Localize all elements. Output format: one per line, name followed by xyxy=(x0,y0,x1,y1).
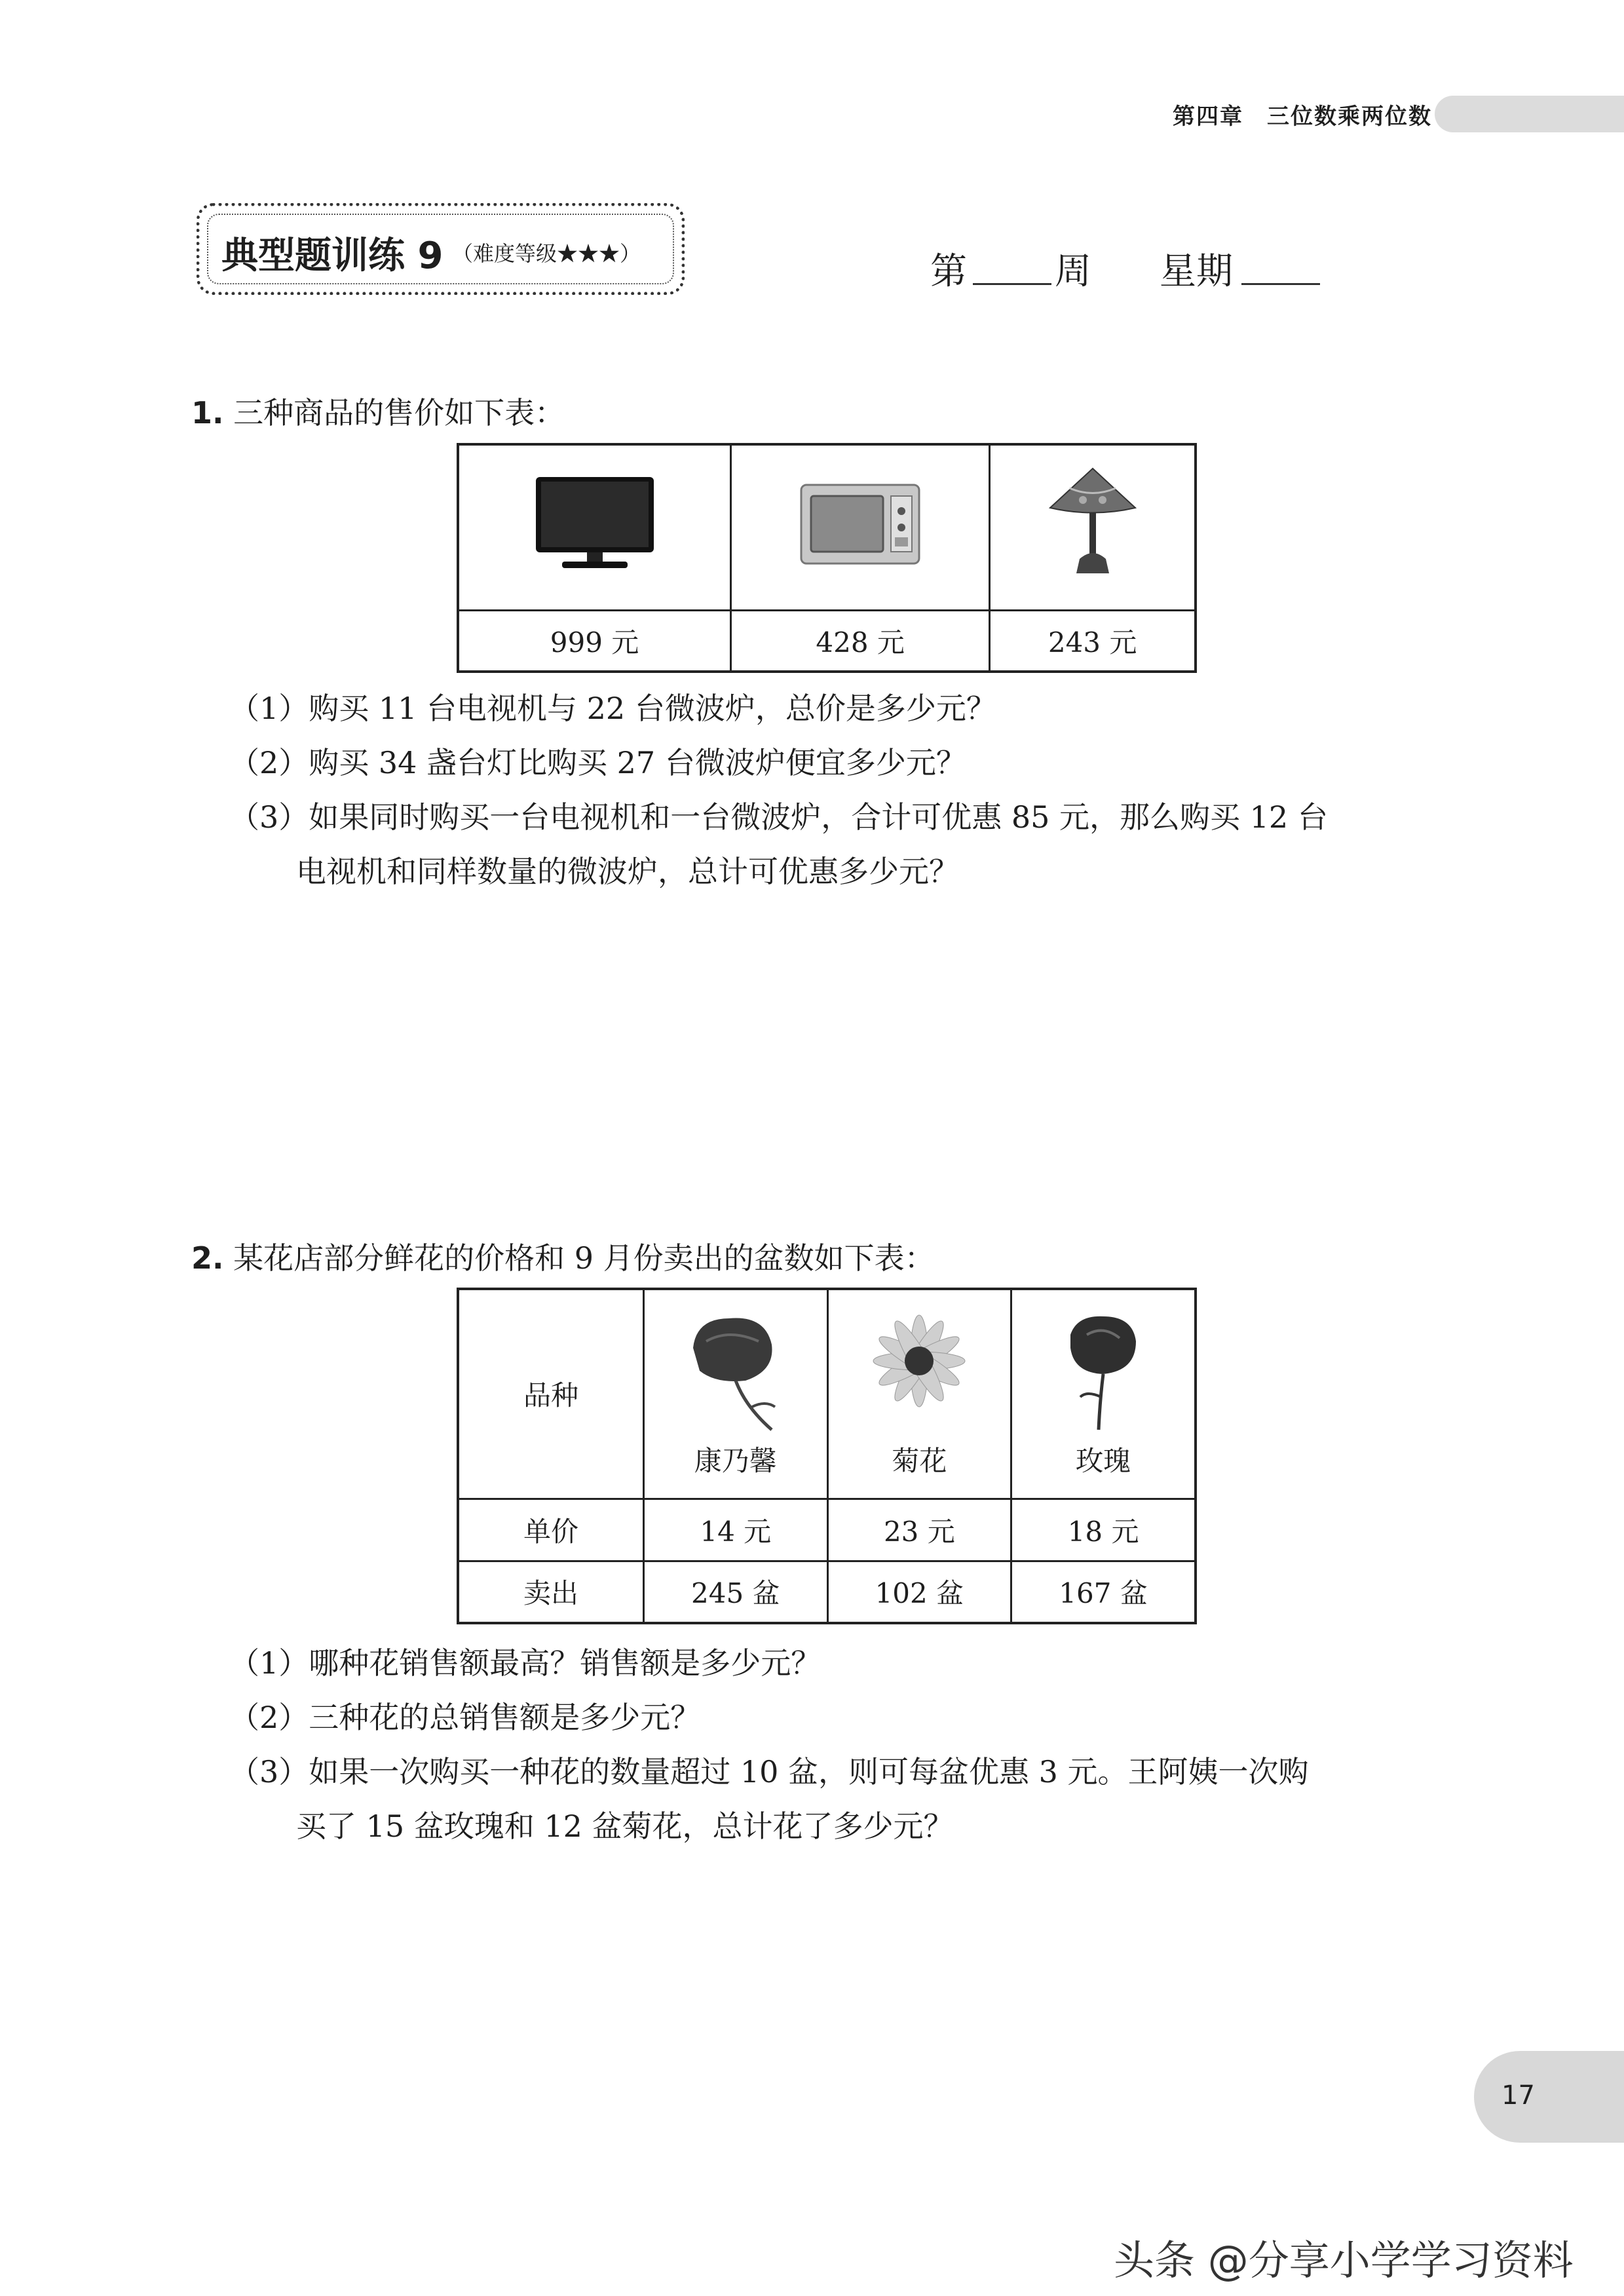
flowers-table xyxy=(457,1288,1197,1624)
variety-header: 品种 xyxy=(458,1289,644,1499)
sold-label: 卖出 xyxy=(458,1561,644,1623)
tv-cell xyxy=(458,444,731,611)
carnation-cell xyxy=(644,1289,828,1499)
lamp-price: 243 元 xyxy=(990,611,1196,672)
page-title: 典型题训练 9 xyxy=(221,235,444,277)
question-2-sub-2: （2）三种花的总销售额是多少元？ xyxy=(229,1700,701,1735)
week-blank[interactable] xyxy=(973,242,1051,285)
watermark: 头条 @分享小学学习资料 xyxy=(1114,2236,1574,2284)
tv-icon xyxy=(529,472,660,577)
question-1-sub-1: （1）购买 11 台电视机与 22 台微波炉，总价是多少元？ xyxy=(229,691,996,726)
week-suffix: 周 xyxy=(1055,250,1091,293)
chrysanthemum-name: 菊花 xyxy=(892,1445,947,1478)
lamp-cell xyxy=(990,444,1196,611)
question-1 xyxy=(191,389,565,432)
question-2-sub-3-cont: 买了 15 盆玫瑰和 12 盆菊花，总计花了多少元？ xyxy=(296,1808,954,1844)
page-number-tab xyxy=(1474,2051,1624,2143)
question-1-sub-2: （2）购买 34 盏台灯比购买 27 台微波炉便宜多少元？ xyxy=(229,745,966,780)
microwave-cell xyxy=(731,444,990,611)
week-prefix: 第 xyxy=(930,250,967,293)
rose-name: 玫瑰 xyxy=(1076,1445,1131,1478)
tv-price: 999 元 xyxy=(458,611,731,672)
chrysanthemum-icon xyxy=(863,1309,975,1433)
rose-cell xyxy=(1011,1289,1196,1499)
carnation-icon xyxy=(680,1309,791,1433)
weekday-blank[interactable] xyxy=(1241,242,1320,285)
question-1-number: 1. xyxy=(191,395,224,430)
chrysanthemum-sold: 102 盆 xyxy=(827,1561,1011,1623)
rose-icon xyxy=(1048,1309,1159,1433)
carnation-price: 14 元 xyxy=(644,1499,828,1561)
question-1-text: 三种商品的售价如下表： xyxy=(233,395,565,430)
chrysanthemum-price: 23 元 xyxy=(827,1499,1011,1561)
weekday-label: 星期 xyxy=(1160,250,1233,293)
unit-price-label: 单价 xyxy=(458,1499,644,1561)
question-1-sub-3: （3）如果同时购买一台电视机和一台微波炉，合计可优惠 85 元，那么购买 12 台 xyxy=(229,799,1328,835)
question-2-sub-3: （3）如果一次购买一种花的数量超过 10 盆，则可每盆优惠 3 元。王阿姨一次购 xyxy=(229,1754,1309,1789)
question-1-sub-3-cont: 电视机和同样数量的微波炉，总计可优惠多少元？ xyxy=(296,854,959,889)
question-2-sub-1: （1）哪种花销售额最高？销售额是多少元？ xyxy=(229,1645,821,1681)
question-2 xyxy=(191,1234,935,1278)
chrysanthemum-cell xyxy=(827,1289,1011,1499)
microwave-price: 428 元 xyxy=(731,611,990,672)
carnation-name: 康乃馨 xyxy=(694,1445,777,1478)
question-2-number: 2. xyxy=(191,1240,224,1276)
chapter-tab xyxy=(1435,96,1624,132)
chapter-header: 第四章 三位数乘两位数 xyxy=(1173,104,1432,130)
carnation-sold: 245 盆 xyxy=(644,1561,828,1623)
page-number: 17 xyxy=(1501,2080,1535,2111)
rose-price: 18 元 xyxy=(1011,1499,1196,1561)
rose-sold: 167 盆 xyxy=(1011,1561,1196,1623)
lamp-icon xyxy=(1044,462,1142,586)
microwave-icon xyxy=(798,475,922,573)
difficulty-label: （难度等级★★★） xyxy=(452,241,641,266)
question-2-text: 某花店部分鲜花的价格和 9 月份卖出的盆数如下表： xyxy=(233,1240,935,1276)
products-table xyxy=(457,443,1197,673)
